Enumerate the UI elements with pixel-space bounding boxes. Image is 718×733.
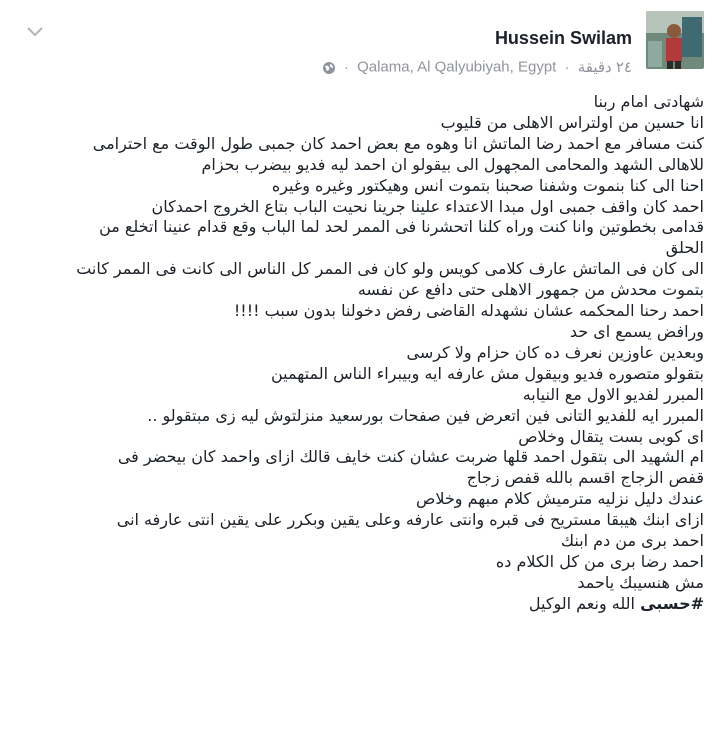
post-line: اى كوبى بست يتقال وخلاص (518, 426, 704, 446)
post-body (0, 92, 704, 615)
post-header (0, 0, 718, 90)
post-line: ازاى ابنك هيبقا مستريح فى قبره وانتى عارفه وعلى يقين وبكرر على يقين انتى عارفه انى (116, 510, 704, 530)
chevron-down-icon[interactable] (24, 20, 46, 42)
post-line: كنت مسافر مع احمد رضا الماتش انا وهوه مع بعض احمد كان جمبى طول الوقت مع احترامى (92, 133, 704, 153)
post-line: بتقولو متصوره فديو وبيقول مش عارفه ايه وبيبراء الناس المتهمين (271, 363, 704, 383)
post-line: وبعدين عاوزين نعرف ده كان حزام ولا كرسى (406, 342, 704, 362)
meta-separator: · (564, 58, 570, 76)
post-line: الى كان فى الماتش عارف كلامى كويس ولو كان فى الممر كل الناس الى كانت فى الممر كانت (76, 259, 704, 279)
post-line: احمد برى من دم ابنك (560, 531, 704, 551)
post-line: قدامى بخطوتين وانا كنت وراه كلنا اتحشرنا فى الممر لحد لما الباب وقع قدام عنينا اتخلع من (99, 217, 704, 237)
author-name[interactable]: Hussein Swilam (494, 28, 632, 48)
post-line: المبرر لفديو الاول مع النيابه (522, 384, 704, 404)
post-line: الحلق (665, 238, 704, 258)
post-line: عندك دليل نزليه مترميش كلام مبهم وخلاص (415, 489, 704, 509)
post-meta (322, 58, 632, 76)
post-line-last (0, 594, 704, 615)
post-line: احمد كان واقف جمبى اول مبدا الاعتداء علينا جرينا نحيت الباب بتاع الخروج احمدكان (151, 196, 704, 216)
avatar[interactable] (646, 11, 704, 69)
post-line: قفص الزجاج اقسم بالله قفص زجاج (466, 468, 704, 488)
post-line: مش هنسيبك ياحمد (577, 572, 704, 592)
post-line: بتموت محدش من جمهور الاهلى حتى دافع عن نفسه (357, 280, 704, 300)
post-line: انا حسين من اولتراس الاهلى من قليوب (440, 112, 704, 132)
hashtag-link[interactable]: #حسبى (640, 593, 704, 613)
post-line-tail: الله ونعم الوكيل (528, 593, 641, 613)
post-line: شهادتى امام ربنا (593, 92, 704, 111)
post-line: احنا الى كنا بنموت وشفنا صحبنا بتموت انس وهيكتور وغيره وغيره (271, 175, 704, 195)
globe-icon (322, 59, 340, 76)
timestamp-link[interactable]: ٢٤ دقيقة (577, 59, 632, 77)
post-line: ورافض يسمع اى حد (569, 321, 704, 341)
post-line: للاهالى الشهد والمحامى المجهول الى بيقولو ان احمد ليه فديو بيضرب بحزام (201, 154, 704, 174)
post-line: المبرر ايه للفديو التانى فين اتعرض فين صفحات بورسعيد منزلتوش ليه زى مبتقولو .. (147, 405, 704, 425)
post-line: ام الشهيد الى بتقول احمد قلها ضربت عشان كنت خايف قالك ازاى واحمد كان بيحضر فى (117, 447, 704, 467)
location-link[interactable]: Qalama, Al Qalyubiyah, Egypt (357, 58, 557, 76)
meta-separator: · (343, 58, 349, 76)
post-line: احمد رحنا المحكمه عشان نشهدله القاضى رفض دخولنا بدون سبب !!!! (233, 301, 704, 321)
post-line: احمد رضا برى من كل الكلام ده (495, 551, 704, 571)
